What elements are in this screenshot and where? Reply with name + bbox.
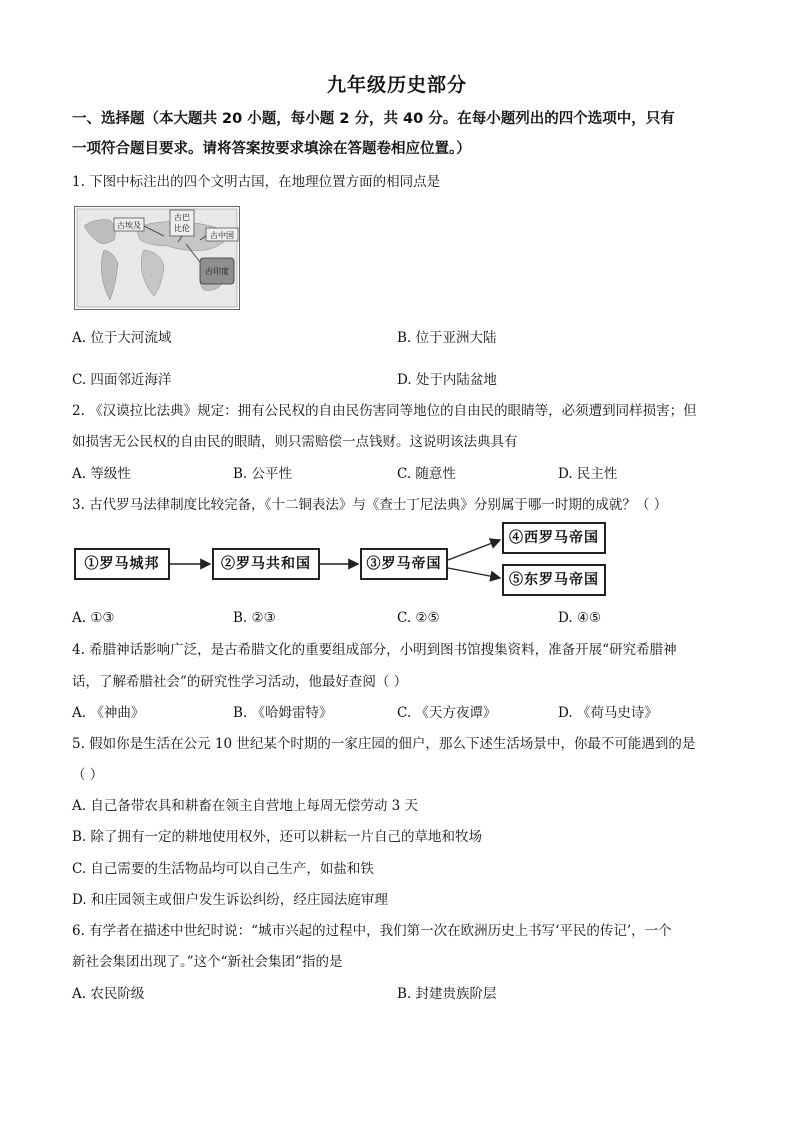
q4-option-d: D. 《荷马史诗》 [558, 705, 658, 721]
q6-option-b: B. 封建贵族阶层 [397, 986, 497, 1002]
q5-option-c: C. 自己需要的生活物品均可以自己生产，如盐和铁 [72, 861, 374, 877]
q5-option-b: B. 除了拥有一定的耕地使用权外，还可以耕耘一片自己的草地和牧场 [72, 829, 483, 845]
box-eastern-roman-empire: ⑤东罗马帝国 [502, 564, 606, 596]
q2-option-a: A. 等级性 [72, 466, 131, 482]
map-label-china: 古中国 [210, 231, 234, 240]
section-heading [72, 104, 722, 164]
q2-stem-line-1: 2. 《汉谟拉比法典》规定：拥有公民权的自由民伤害同等地位的自由民的眼睛等，必须遭到同样损害；但 [72, 403, 697, 419]
q5-stem-line-1: 5. 假如你是生活在公元 10 世纪某个时期的一家庄园的佃户，那么下述生活场景中，你最不可能遇到的是 [72, 736, 696, 752]
q3-option-a: A. ①③ [72, 610, 115, 626]
q4-stem-line-2: 话，了解希腊社会”的研究性学习活动，他最好查阅（ ） [72, 674, 408, 690]
q1-option-b: B. 位于亚洲大陆 [397, 330, 497, 346]
q3-option-b: B. ②③ [233, 610, 276, 626]
rome-timeline-diagram [72, 520, 612, 600]
box-western-roman-empire: ④西罗马帝国 [502, 522, 606, 554]
q1-option-c: C. 四面邻近海洋 [72, 372, 172, 388]
map-label-india: 古印度 [205, 267, 229, 276]
world-map-image [74, 206, 240, 310]
q3-option-c: C. ②⑤ [397, 610, 440, 626]
q3-stem: 3. 古代罗马法律制度比较完备，《十二铜表法》与《查士丁尼法典》分别属于哪一时期的成就？（ ） [72, 497, 668, 513]
q2-option-b: B. 公平性 [233, 466, 293, 482]
box-roman-republic: ②罗马共和国 [212, 548, 320, 580]
q6-stem-line-1: 6. 有学者在描述中世纪时说：“城市兴起的过程中，我们第一次在欧洲历史上书写‘平民的传记’，一个 [72, 923, 672, 939]
q3-option-d: D. ④⑤ [558, 610, 602, 626]
section-heading-line-1: 一、选择题（本大题共 20 小题，每小题 2 分，共 40 分。在每小题列出的四个选项中，只有 [72, 111, 675, 127]
q4-option-b: B. 《哈姆雷特》 [233, 705, 333, 721]
arrow-4 [448, 568, 500, 578]
q2-option-c: C. 随意性 [397, 466, 456, 482]
box-roman-empire: ③罗马帝国 [360, 548, 448, 580]
map-label-babylon-1: 古巴 [174, 213, 190, 222]
q6-stem-line-2: 新社会集团出现了。”这个“新社会集团”指的是 [72, 954, 343, 970]
q4-option-c: C. 《天方夜谭》 [397, 705, 497, 721]
section-heading-line-2: 一项符合题目要求。请将答案按要求填涂在答题卷相应位置。） [72, 141, 471, 157]
q1-option-d: D. 处于内陆盆地 [397, 372, 497, 388]
q4-option-a: A. 《神曲》 [72, 705, 145, 721]
box-roman-city-state: ①罗马城邦 [74, 548, 170, 580]
q2-option-d: D. 民主性 [558, 466, 618, 482]
q1-stem: 1. 下图中标注出的四个文明古国，在地理位置方面的相同点是 [72, 174, 441, 190]
timeline-arrows [72, 520, 612, 600]
map-label-babylon-2: 比伦 [174, 224, 190, 233]
q2-stem-line-2: 如损害无公民权的自由民的眼睛，则只需赔偿一点钱财。这说明该法典具有 [72, 434, 518, 450]
q5-option-a: A. 自己备带农具和耕畜在领主自营地上每周无偿劳动 3 天 [72, 798, 419, 814]
map-label-egypt: 古埃及 [117, 221, 141, 230]
q5-stem-line-2: （ ） [72, 767, 104, 783]
q4-stem-line-1: 4. 希腊神话影响广泛，是古希腊文化的重要组成部分，小明到图书馆搜集资料，准备开展“研究希腊神 [72, 642, 677, 658]
q6-option-a: A. 农民阶级 [72, 986, 145, 1002]
page-title: 九年级历史部分 [326, 74, 467, 96]
q5-option-d: D. 和庄园领主或佃户发生诉讼纠纷，经庄园法庭审理 [72, 892, 388, 908]
arrow-3 [448, 540, 500, 560]
q1-option-a: A. 位于大河流域 [72, 330, 172, 346]
